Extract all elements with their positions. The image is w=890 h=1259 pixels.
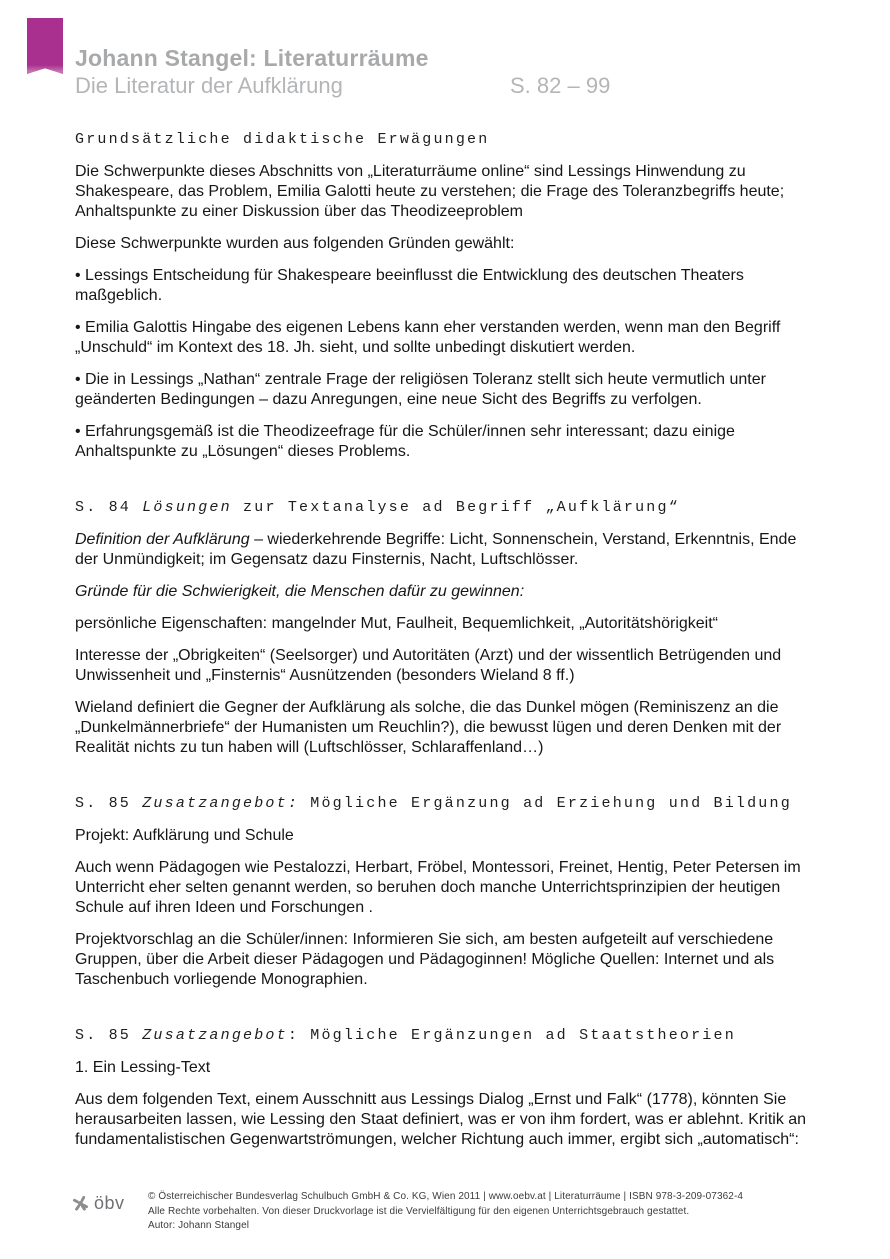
- paragraph: [75, 930, 819, 990]
- section-heading: [75, 498, 819, 518]
- paragraph: [75, 1090, 819, 1150]
- text-run: persönliche Eigenschaften: mangelnder Mut, Faulheit, Bequemlichkeit, „Autoritätshörigkeit“: [75, 615, 718, 632]
- imprint: [148, 1190, 743, 1234]
- text-run-italic: Zusatzangebot:: [142, 795, 300, 812]
- text-run-italic: Lösungen: [142, 499, 232, 516]
- text-run: : Mögliche Ergänzungen ad Staatstheorien: [287, 1027, 736, 1044]
- text-run: 1. Ein Lessing-Text: [75, 1059, 211, 1076]
- paragraph: [75, 582, 819, 602]
- text-run: • Lessings Entscheidung für Shakespeare beeinflusst die Entwicklung des deutschen Theaters maßgeblich.: [75, 267, 744, 304]
- text-run: Grundsätzliche didaktische Erwägungen: [75, 131, 490, 148]
- paragraph: [75, 370, 819, 410]
- paragraph: [75, 266, 819, 306]
- text-run: • Erfahrungsgemäß ist die Theodizeefrage für die Schüler/innen sehr interessant; dazu einige Anhaltspunkte zu „Lösungen“ dieses Problems.: [75, 423, 735, 460]
- content: [75, 130, 819, 1150]
- oebv-logo-text: öbv: [94, 1193, 125, 1213]
- paragraph: [75, 858, 819, 918]
- section-heading: [75, 130, 819, 150]
- text-run: Projektvorschlag an die Schüler/innen: Informieren Sie sich, am besten aufgeteilt auf verschiedene Gruppen, über die Arbeit dieser Pädagogen und Pädagoginnen! Mögliche Quellen: Internet und als Taschenbuch vorliegende Monographien.: [75, 931, 775, 988]
- paragraph: [75, 826, 819, 846]
- header-subtitle-row: [75, 72, 815, 102]
- paragraph: [75, 422, 819, 462]
- text-run-italic: Definition der Aufklärung: [75, 531, 250, 548]
- text-run-italic: Zusatzangebot: [142, 1027, 288, 1044]
- paragraph: [75, 614, 819, 634]
- text-run: Die Schwerpunkte dieses Abschnitts von „Literaturräume online“ sind Lessings Hinwendung zu Shakespeare, das Problem, Emilia Galotti heute zu verstehen; die Frage des Toleranzbegriffs heute; Anhaltspunkte zu einer Diskussion über das Theodizeeproblem: [75, 163, 785, 220]
- paragraph: [75, 162, 819, 222]
- bookmark-ribbon: [27, 18, 63, 74]
- text-run: Wieland definiert die Gegner der Aufklärung als solche, die das Dunkel mögen (Reminiszenz an die „Dunkelmännerbriefe“ der Humanisten um Reuchlin?), die bewusst lügen und deren Denken mit der Realität nichts zu tun haben will (Luftschlösser, Schlaraffenland…): [75, 699, 782, 756]
- document-title: Johann Stangel: Literaturräume: [75, 45, 429, 71]
- paragraph: [75, 1058, 819, 1078]
- publisher-logo: [71, 1193, 125, 1214]
- text-run: – wiederkehrende Begriffe: Licht, Sonnenschein, Verstand, Erkenntnis, Ende der Unmündigkeit; im Gegensatz dazu Finsternis, Nacht, Luftschlösser.: [75, 531, 797, 568]
- paragraph: [75, 234, 819, 254]
- page-footer: [0, 1188, 890, 1248]
- text-run: Auch wenn Pädagogen wie Pestalozzi, Herbart, Fröbel, Montessori, Freinet, Hentig, Peter Petersen im Unterricht eher selten genannt werden, so beruhen doch manche Unterrichtsprinzipien der heutigen Schule auf ihren Ideen und Forschungen .: [75, 859, 801, 916]
- text-run: • Emilia Galottis Hingabe des eigenen Lebens kann eher verstanden werden, wenn man den Begriff „Unschuld“ im Kontext des 18. Jh. sieht, und sollte unbedingt diskutiert werden.: [75, 319, 781, 356]
- text-run: Projekt: Aufklärung und Schule: [75, 827, 294, 844]
- imprint-line-author: Autor: Johann Stangel: [148, 1220, 250, 1231]
- paragraph: [75, 698, 819, 758]
- text-run: S. 85: [75, 795, 143, 812]
- section-heading: [75, 1026, 819, 1046]
- page-header: [75, 44, 815, 102]
- oebv-star-icon: [71, 1194, 90, 1213]
- text-run: S. 85: [75, 1027, 143, 1044]
- section-heading: [75, 794, 819, 814]
- page-range: S. 82 – 99: [510, 73, 611, 98]
- imprint-line-copyright: © Österreichischer Bundesverlag Schulbuch GmbH & Co. KG, Wien 2011 | www.oebv.at | Literaturräume | ISBN 978-3-209-07362-4: [148, 1191, 744, 1202]
- text-run: Aus dem folgenden Text, einem Ausschnitt aus Lessings Dialog „Ernst und Falk“ (1778), könnten Sie herausarbeiten lassen, wie Lessing den Staat definiert, was er von ihm fordert, was er ablehnt. Kritik an fundamentalistischen Gegenwartströmungen, welcher Richtung auch immer, ergibt sich „automatisch“:: [75, 1091, 807, 1148]
- imprint-line-rights: Alle Rechte vorbehalten. Von dieser Druckvorlage ist die Vervielfältigung für den eigenen Unterrichtsgebrauch gestattet.: [148, 1205, 690, 1217]
- paragraph: [75, 646, 819, 686]
- paragraph: [75, 318, 819, 358]
- text-run: S. 84: [75, 499, 143, 516]
- text-run: Mögliche Ergänzung ad Erziehung und Bildung: [299, 795, 792, 812]
- text-run: zur Textanalyse ad Begriff „Aufklärung“: [231, 499, 680, 516]
- document-subtitle: Die Literatur der Aufklärung: [75, 73, 343, 98]
- text-run: Interesse der „Obrigkeiten“ (Seelsorger) und Autoritäten (Arzt) und der wissentlich Betrügenden und Unwissenheit und „Finsternis“ Ausnützenden (besonders Wieland 8 ff.): [75, 647, 782, 684]
- paragraph: [75, 530, 819, 570]
- text-run: • Die in Lessings „Nathan“ zentrale Frage der religiösen Toleranz stellt sich heute vermutlich unter geänderten Bedingungen – dazu Anregungen, eine neue Sicht des Begriffs zu verfolgen.: [75, 371, 766, 408]
- text-run: Diese Schwerpunkte wurden aus folgenden Gründen gewählt:: [75, 235, 515, 252]
- text-run-italic: Gründe für die Schwierigkeit, die Menschen dafür zu gewinnen:: [75, 583, 525, 600]
